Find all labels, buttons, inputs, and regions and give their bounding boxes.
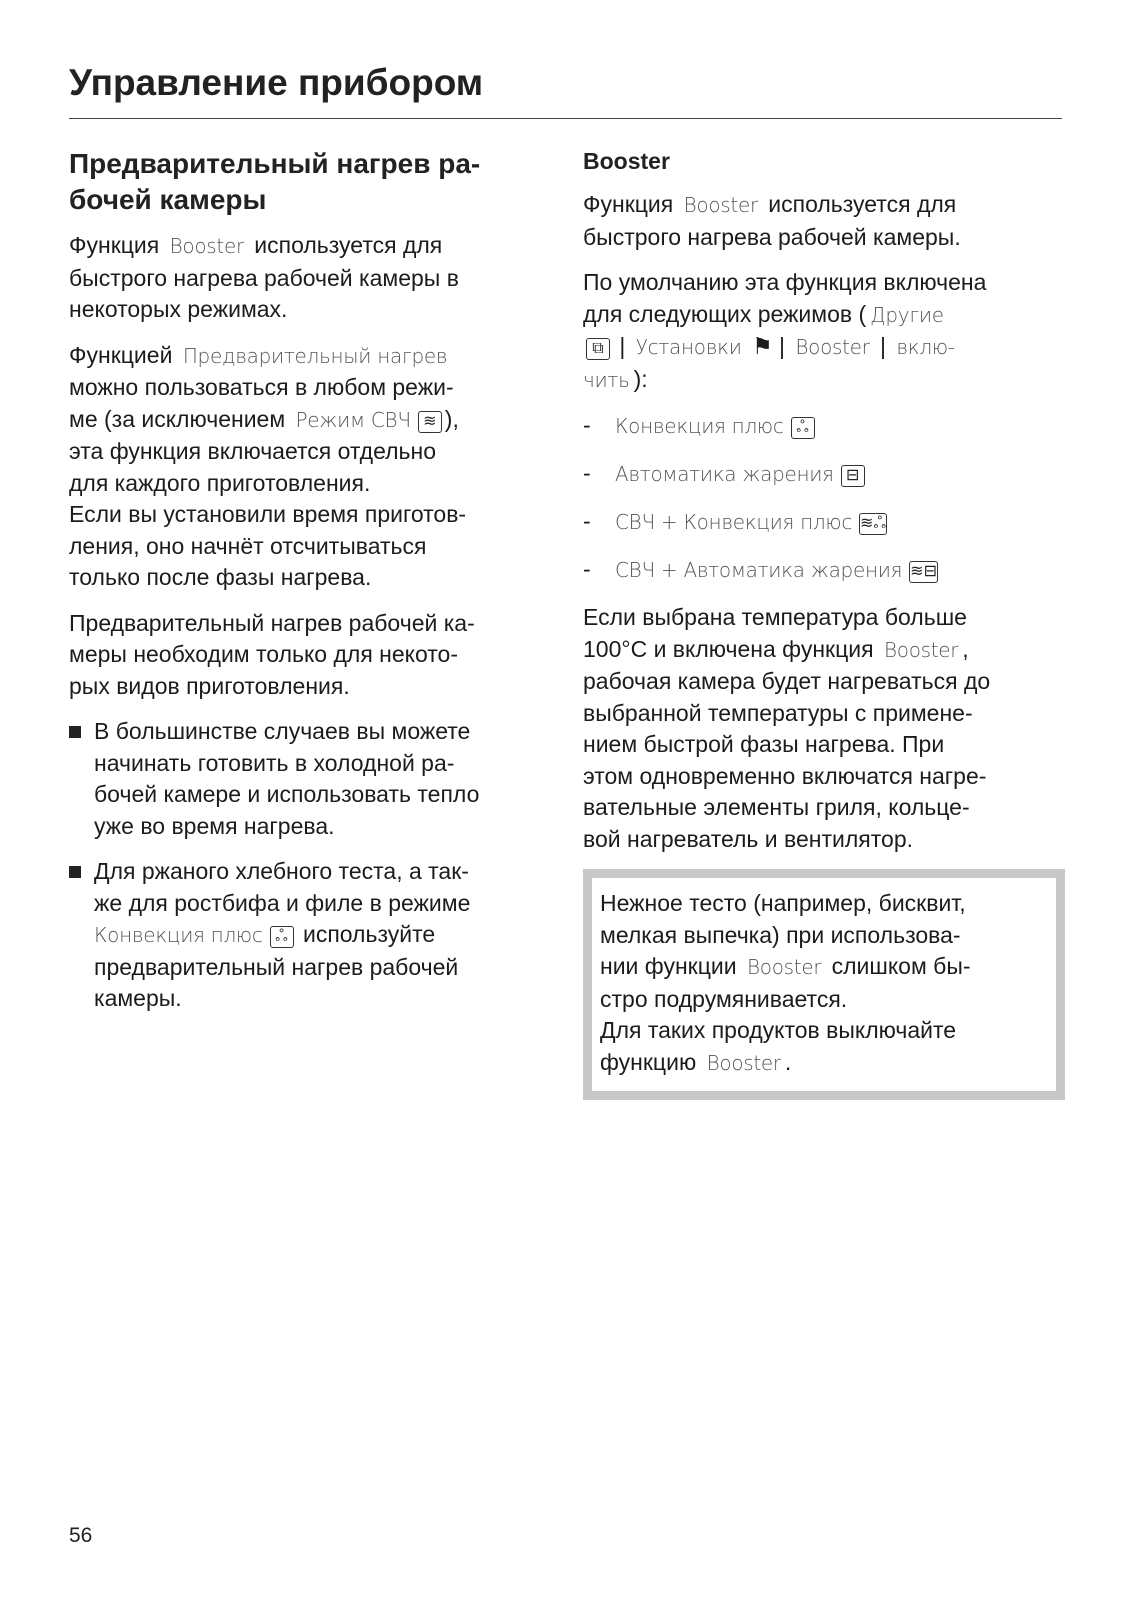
list-item xyxy=(583,458,1065,490)
text-line: По умолчанию эта функция включена xyxy=(583,269,987,295)
text: ме (за исключением xyxy=(69,405,286,432)
text: ): xyxy=(633,365,648,392)
bullet-square-icon xyxy=(69,866,81,878)
paragraph-booster xyxy=(583,189,1065,253)
text-line: Если вы установили время приготов- xyxy=(69,501,467,527)
text-line: эта функция включается отдельно xyxy=(69,438,437,464)
text: ), xyxy=(444,405,459,432)
text: используется для xyxy=(768,191,957,217)
list-item xyxy=(69,716,551,842)
display-text-booster: Booster xyxy=(706,1050,781,1075)
text-line: этом одновременно включатся нагре- xyxy=(583,762,987,789)
mode-label: Автоматика жарения xyxy=(615,462,834,486)
page-title: Управление прибором xyxy=(69,62,484,103)
text-line: мелкая выпечка) при использова- xyxy=(600,921,961,948)
paragraph-default-modes xyxy=(583,267,1065,396)
dash: - xyxy=(583,556,591,582)
menu-icon: ⧉ xyxy=(586,338,610,360)
text-line: только после фазы нагрева. xyxy=(69,564,372,590)
text-line: же для ростбифа и филе в режиме xyxy=(94,889,471,916)
text-line: Предварительный нагрев рабочей ка- xyxy=(69,609,475,636)
display-text-settings: Установки xyxy=(635,335,742,359)
text-line: Если выбрана температура больше xyxy=(583,604,967,630)
separator: | xyxy=(619,333,626,359)
display-text-booster: Booster xyxy=(883,637,959,662)
display-text-microwave-mode: Режим СВЧ xyxy=(295,407,411,432)
flag-icon: ⚑ xyxy=(751,333,773,359)
text-line: рых видов приготовления. xyxy=(69,672,350,699)
mode-list xyxy=(583,410,1065,586)
text-line: быстрого нагрева рабочей камеры. xyxy=(583,223,961,250)
dash: - xyxy=(583,460,591,486)
microwave-auto-roast-icon: ≋⊟ xyxy=(909,561,938,583)
text-line: некоторых режимах. xyxy=(69,296,288,322)
mode-label: СВЧ + Конвекция плюс xyxy=(615,510,853,534)
page-number: 56 xyxy=(69,1524,93,1547)
right-column xyxy=(583,146,1065,1100)
text-line: Нежное тесто (например, бисквит, xyxy=(600,890,966,916)
heading-line: Предварительный нагрев ра- xyxy=(69,148,481,179)
display-text-booster: Booster xyxy=(683,193,758,217)
separator: | xyxy=(778,333,785,359)
text-line: вой нагреватель и вентилятор. xyxy=(583,825,913,852)
convection-fan-icon: ஃ xyxy=(270,926,294,948)
list-item xyxy=(583,506,1065,538)
text-line: стро подрумянивается. xyxy=(600,985,848,1012)
text: слишком бы- xyxy=(831,953,971,979)
list-item xyxy=(583,554,1065,586)
text: 100°C и включена функция xyxy=(583,635,874,662)
heading-line: бочей камеры xyxy=(69,184,267,215)
microwave-convection-icon: ≋ஃ xyxy=(859,513,887,535)
dash: - xyxy=(583,508,591,534)
text: . xyxy=(784,1048,792,1075)
text-line: предварительный нагрев рабочей xyxy=(94,953,459,980)
display-text-booster: Booster xyxy=(795,335,870,359)
display-text-booster: Booster xyxy=(746,955,822,979)
dash: - xyxy=(583,412,591,438)
section-heading xyxy=(69,146,551,218)
text-line: камеры. xyxy=(94,985,182,1011)
display-text-preheat: Предварительный нагрев xyxy=(182,343,448,368)
text-line: Для ржаного хлебного теста, а так- xyxy=(94,858,469,884)
list-item xyxy=(69,856,551,1015)
paragraph-booster-intro xyxy=(69,230,551,326)
text-line: рабочая камера будет нагреваться до xyxy=(583,668,991,694)
text-line: В большинстве случаев вы можете xyxy=(94,718,471,744)
text-line: быстрого нагрева рабочей камеры в xyxy=(69,264,459,291)
text: Функция xyxy=(583,191,674,217)
text: , xyxy=(962,635,969,662)
microwave-icon: ≋ xyxy=(418,411,442,433)
text-line: Для таких продуктов выключайте xyxy=(600,1017,957,1043)
display-text-enable: вклю- xyxy=(896,335,955,359)
text: используйте xyxy=(302,921,436,947)
text-line: для каждого приготовления. xyxy=(69,469,371,496)
paragraph-preheat-needed xyxy=(69,608,551,703)
bullet-square-icon xyxy=(69,726,81,738)
text-line: уже во время нагрева. xyxy=(94,812,335,839)
display-text-convection: Конвекция плюс xyxy=(94,923,263,947)
paragraph-preheat-function xyxy=(69,340,551,594)
text-line: бочей камере и использовать тепло xyxy=(94,781,480,807)
text-line: начинать готовить в холодной ра- xyxy=(94,749,455,776)
text: используется для xyxy=(254,232,443,258)
display-text-other: Другие xyxy=(870,302,944,327)
auto-roast-icon: ⊟ xyxy=(841,465,865,487)
text-line: нием быстрой фазы нагрева. При xyxy=(583,731,945,757)
text-line: ления, оно начнёт отсчитываться xyxy=(69,532,427,559)
separator: | xyxy=(880,333,886,359)
text-line: вательные элементы гриля, кольце- xyxy=(583,794,970,820)
text-line: меры необходим только для некото- xyxy=(69,641,458,667)
mode-label: Конвекция плюс xyxy=(615,414,784,438)
text: для следующих режимов ( xyxy=(583,300,867,327)
left-column xyxy=(69,146,551,1029)
text: Функция xyxy=(69,232,160,258)
display-text-enable-end: чить xyxy=(583,367,630,392)
note-box xyxy=(583,869,1065,1100)
display-text-booster: Booster xyxy=(169,234,244,258)
text: Функцией xyxy=(69,341,173,368)
booster-subheading: Booster xyxy=(583,148,670,174)
text-line: выбранной температуры с примене- xyxy=(583,699,973,726)
convection-fan-icon: ஃ xyxy=(791,417,815,439)
text: нии функции xyxy=(600,953,737,979)
title-divider xyxy=(69,118,1062,119)
mode-label: СВЧ + Автоматика жарения xyxy=(615,558,903,582)
list-item xyxy=(583,410,1065,442)
text: функцию xyxy=(600,1048,697,1075)
text-line: можно пользоваться в любом режи- xyxy=(69,374,454,400)
paragraph-temperature xyxy=(583,602,1065,855)
